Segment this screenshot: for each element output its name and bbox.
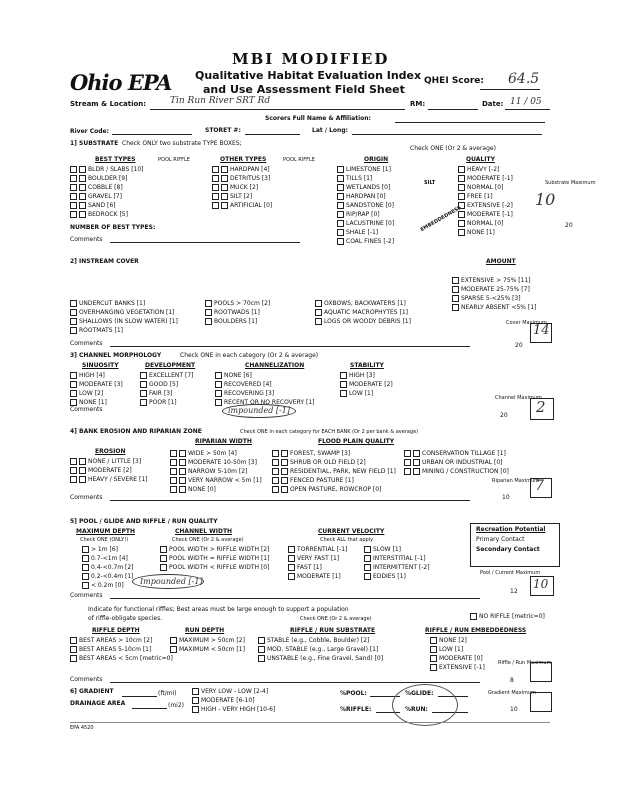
cover-item[interactable]: UNDERCUT BANKS [1] [70, 300, 178, 309]
flood-item[interactable]: SHRUB OR OLD FIELD [2] [272, 459, 396, 468]
lat-long-label: Lat / Long: [312, 127, 349, 134]
quality-item[interactable]: MODERATE [-1] [458, 175, 513, 184]
velocity-item[interactable]: FAST [1] [288, 564, 347, 573]
stability-item[interactable]: LOW [1] [340, 390, 393, 399]
riffle-depth-item[interactable]: BEST AREAS > 10cm [2] [70, 637, 173, 646]
channel-width-header: CHANNEL WIDTH [175, 528, 233, 535]
other-type-item[interactable]: SILT [2] [212, 193, 272, 202]
gradient-heading: 6] GRADIENT [70, 688, 114, 695]
max-depth-note: Check ONE (ONLY!) [80, 537, 129, 543]
flood-item[interactable]: URBAN OR INDUSTRIAL [0] [404, 459, 509, 468]
form-code: EPA 4520 [70, 725, 94, 731]
velocity-item[interactable]: SLOW [1] [364, 546, 430, 555]
width-item[interactable]: NONE [0] [170, 486, 262, 495]
channel-instruction: Check ONE in each category (Or 2 & average) [180, 352, 319, 359]
riffle-depth-list [70, 637, 173, 664]
quality-item[interactable]: NONE [1] [458, 229, 513, 238]
channelization-item[interactable]: NONE [6] [215, 372, 314, 381]
current-velocity-header: CURRENT VELOCITY [318, 528, 385, 535]
erosion-header: EROSION [95, 448, 126, 455]
substrate-score[interactable]: 10 [535, 190, 556, 209]
cover-item[interactable]: BOULDERS [1] [205, 318, 270, 327]
run-depth-item[interactable]: MAXIMUM < 50cm [1] [170, 646, 245, 655]
substrate-max: 20 [565, 222, 573, 229]
channel-max: 20 [500, 412, 508, 419]
width-item[interactable]: WIDE > 50m [4] [170, 450, 262, 459]
riffle-comments: Comments [70, 676, 103, 683]
best-type-item[interactable]: SAND [6] [70, 202, 144, 211]
riffle-instruction-2: of riffle-obligate species. [88, 615, 163, 622]
form-title: MBI MODIFIED [232, 50, 390, 68]
development-item[interactable]: POOR [1] [140, 399, 193, 408]
storet-label: STORET #: [205, 127, 241, 134]
origin-item[interactable]: HARDPAN [0] [337, 193, 394, 202]
other-types-header: OTHER TYPES [220, 156, 267, 163]
sinuosity-item[interactable]: LOW [2] [70, 390, 123, 399]
velocity-list-1 [288, 546, 347, 582]
riffle-check-note: Check ONE (Or 2 & average) [300, 616, 372, 622]
riffle-depth-item[interactable]: BEST AREAS < 5cm [metric=0] [70, 655, 173, 664]
width-item[interactable]: NARROW 5-10m [2] [170, 468, 262, 477]
development-list [140, 372, 193, 408]
channel-width-item[interactable]: POOL WIDTH < RIFFLE WIDTH [0] [160, 564, 269, 573]
origin-header: ORIGIN [364, 156, 389, 163]
amount-item[interactable]: MODERATE 25-75% [7] [452, 286, 536, 295]
flood-item[interactable]: CONSERVATION TILLAGE [1] [404, 450, 509, 459]
riffle-depth-item[interactable]: BEST AREAS 5-10cm [1] [70, 646, 173, 655]
velocity-item[interactable]: INTERSTITIAL [-1] [364, 555, 430, 564]
substrate-comments: Comments [70, 236, 103, 243]
velocity-item[interactable]: INTERMITTENT [-2] [364, 564, 430, 573]
cover-comments: Comments [70, 340, 103, 347]
riffle-max: 8 [510, 677, 514, 684]
river-code-label: River Code: [70, 128, 109, 135]
origin-item[interactable]: TILLS [1] [337, 175, 394, 184]
other-type-item[interactable]: MUCK [2] [212, 184, 272, 193]
riffle-substrate-list [258, 637, 383, 664]
gradient-item[interactable]: HIGH - VERY HIGH [10-6] [192, 706, 275, 715]
velocity-list-2 [364, 546, 430, 582]
flood-list-2 [404, 450, 509, 477]
stream-location-field[interactable]: Tin Run River SRT Rd [170, 96, 271, 106]
pool-score-label: Pool / Current Maximum [480, 570, 541, 576]
run-depth-list [170, 637, 245, 655]
date-label: Date: [482, 100, 504, 108]
stability-list [340, 372, 393, 399]
riparian-width-header: RIPARIAN WIDTH [195, 438, 252, 445]
sinuosity-item[interactable]: NONE [1] [70, 399, 123, 408]
cover-item[interactable]: OXBOWS, BACKWATERS [1] [315, 300, 411, 309]
origin-item[interactable]: SHALE [-1] [337, 229, 394, 238]
sinuosity-item[interactable]: HIGH [4] [70, 372, 123, 381]
pool-max: 12 [510, 588, 518, 595]
amount-list [452, 277, 536, 313]
flood-plain-header: FLOOD PLAIN QUALITY [318, 438, 395, 445]
riparian-comments: Comments [70, 494, 103, 501]
channel-width-item[interactable]: POOL WIDTH > RIFFLE WIDTH [2] [160, 546, 269, 555]
velocity-item[interactable]: VERY FAST [1] [288, 555, 347, 564]
secondary-contact[interactable]: Secondary Contact [476, 546, 540, 553]
cover-score[interactable]: 14 [533, 323, 550, 338]
riffle-substrate-item[interactable]: UNSTABLE (e.g., Fine Gravel, Sand) [0] [258, 655, 383, 664]
flood-item[interactable]: MINING / CONSTRUCTION [0] [404, 468, 509, 477]
velocity-item[interactable]: MODERATE [1] [288, 573, 347, 582]
pool-comments: Comments [70, 592, 103, 599]
velocity-item[interactable]: EDDIES [1] [364, 573, 430, 582]
quality-item[interactable]: MODERATE [-1] [458, 211, 513, 220]
velocity-item[interactable]: TORRENTIAL [-1] [288, 546, 347, 555]
quality-item[interactable]: EXTENSIVE [-2] [458, 202, 513, 211]
subtitle-qhei: Qualitative Habitat Evaluation Index [195, 69, 422, 82]
substrate-check-one: Check ONE (Or 2 & average) [410, 145, 496, 152]
cover-item[interactable]: SHALLOWS (IN SLOW WATER) [1] [70, 318, 178, 327]
recreation-label: Recreation Potential [476, 526, 546, 533]
channelization-item[interactable]: RECOVERED [4] [215, 381, 314, 390]
embeddedness-label: EMBEDDEDNESS [419, 204, 463, 234]
channelization-list [215, 372, 314, 408]
flood-list [272, 450, 396, 495]
stability-item[interactable]: HIGH [3] [340, 372, 393, 381]
cover-item[interactable]: LOGS OR WOODY DEBRIS [1] [315, 318, 411, 327]
cover-list-2 [205, 300, 270, 327]
riffle-score-label: Riffle / Run Maximum [498, 660, 552, 666]
rm-label: RM: [410, 100, 426, 108]
riparian-score[interactable]: 7 [535, 478, 544, 494]
origin-item[interactable]: LACUSTRINE [0] [337, 220, 394, 229]
flood-item[interactable]: FENCED PASTURE [1] [272, 477, 396, 486]
depth-list [82, 546, 134, 591]
origin-item[interactable]: COAL FINES [-2] [337, 238, 394, 247]
drainage-area-label: DRAINAGE AREA [70, 700, 126, 707]
gradient-list [192, 688, 275, 715]
width-item[interactable]: MODERATE 10-50m [3] [170, 459, 262, 468]
other-type-item[interactable]: HARDPAN [4] [212, 166, 272, 175]
quality-item[interactable]: NORMAL [0] [458, 220, 513, 229]
riffle-pct-label: %RIFFLE: [340, 706, 372, 713]
pool-heading: 5] POOL / GLIDE AND RIFFLE / RUN QUALITY [70, 518, 218, 525]
impounded-note: impounded [-1] [228, 406, 290, 415]
number-best-types: NUMBER OF BEST TYPES: [70, 224, 156, 231]
origin-list [337, 166, 394, 247]
channelization-item[interactable]: RECENT OR NO RECOVERY [1] [215, 399, 314, 408]
quality-item[interactable]: HEAVY [-2] [458, 166, 513, 175]
sinuosity-item[interactable]: MODERATE [3] [70, 381, 123, 390]
origin-item[interactable]: WETLANDS [0] [337, 184, 394, 193]
gradient-unit: (ft/mi) [158, 690, 177, 697]
other-pool-riffle-header: POOL RIFFLE [283, 157, 315, 163]
width-list [170, 450, 262, 495]
riffle-embeddedness-item[interactable]: NONE [2] [430, 637, 485, 646]
best-types-header: BEST TYPES [95, 156, 136, 163]
channel-score-label: Channel Maximum [495, 395, 542, 401]
quality-item[interactable]: NORMAL [0] [458, 184, 513, 193]
width-item[interactable]: VERY NARROW < 5m [1] [170, 477, 262, 486]
max-depth-header: MAXIMUM DEPTH [76, 528, 135, 535]
origin-item[interactable]: SANDSTONE [0] [337, 202, 394, 211]
riffle-embeddedness-item[interactable]: MODERATE [0] [430, 655, 485, 664]
stability-header: STABILITY [350, 362, 384, 369]
channel-score[interactable]: 2 [536, 398, 546, 416]
amount-item[interactable]: NEARLY ABSENT <5% [1] [452, 304, 536, 313]
erosion-item[interactable]: MODERATE [2] [70, 467, 148, 476]
depth-item[interactable]: 0.4-<0.7m [2] [82, 564, 134, 573]
date-field[interactable]: 11 / 05 [510, 97, 542, 107]
development-item[interactable]: FAIR [3] [140, 390, 193, 399]
amount-item[interactable]: SPARSE 5-<25% [3] [452, 295, 536, 304]
riffle-substrate-header: RIFFLE / RUN SUBSTRATE [290, 627, 376, 634]
depth-item[interactable]: 0.2-<0.4m [1] [82, 573, 134, 582]
riffle-embeddedness-list [430, 637, 485, 673]
riffle-embeddedness-header: RIFFLE / RUN EMBEDDEDNESS [425, 627, 527, 634]
substrate-instruction: Check ONLY two substrate TYPE BOXES; [122, 140, 242, 147]
flood-item[interactable]: FOREST, SWAMP [3] [272, 450, 396, 459]
best-type-item[interactable]: BEDROCK [5] [70, 211, 144, 220]
substrate-heading: 1] SUBSTRATE [70, 140, 119, 147]
gradient-max: 10 [510, 706, 518, 713]
channel-comments: Comments [70, 406, 103, 413]
riffle-instruction-1: Indicate for functional riffles; Best areas must be large enough to support a population [88, 606, 349, 613]
riffle-embeddedness-item[interactable]: LOW [1] [430, 646, 485, 655]
qhei-score-value[interactable]: 64.5 [508, 71, 540, 87]
cover-score-label: Cover Maximum [506, 320, 547, 326]
channel-width-item[interactable]: POOL WIDTH = RIFFLE WIDTH [1] [160, 555, 269, 564]
best-type-item[interactable]: GRAVEL [7] [70, 193, 144, 202]
gradient-item[interactable]: VERY LOW - LOW [2-4] [192, 688, 275, 697]
run-pct-label: %RUN: [405, 706, 428, 713]
cover-item[interactable]: POOLS > 70cm [2] [205, 300, 270, 309]
channelization-item[interactable]: RECOVERING [3] [215, 390, 314, 399]
erosion-item[interactable]: HEAVY / SEVERE [1] [70, 476, 148, 485]
sinuosity-header: SINUOSITY [82, 362, 119, 369]
depth-item[interactable]: < 0.2m [0] [82, 582, 134, 591]
riparian-max: 10 [502, 494, 510, 501]
flood-item[interactable]: RESIDENTIAL, PARK, NEW FIELD [1] [272, 468, 396, 477]
substrate-score-label: Substrate Maximum [545, 180, 596, 186]
subtitle-field-sheet: and Use Assessment Field Sheet [203, 83, 405, 96]
sinuosity-list [70, 372, 123, 408]
riparian-heading: 4] BANK EROSION AND RIPARIAN ZONE [70, 428, 202, 435]
best-type-item[interactable]: COBBLE [8] [70, 184, 144, 193]
best-types-list [70, 166, 144, 220]
riparian-score-label: Riparian Maximum [492, 478, 540, 484]
channel-heading: 3] CHANNEL MORPHOLOGY [70, 352, 162, 359]
depth-item[interactable]: 0.7-<1m [4] [82, 555, 134, 564]
riffle-depth-header: RIFFLE DEPTH [92, 627, 140, 634]
development-item[interactable]: GOOD [5] [140, 381, 193, 390]
origin-item[interactable]: RIP/RAP [0] [337, 211, 394, 220]
pool-score[interactable]: 10 [533, 577, 549, 591]
riffle-substrate-item[interactable]: MOD. STABLE (e.g., Large Gravel) [1] [258, 646, 383, 655]
agency-logo: Ohio EPA [70, 70, 172, 95]
development-item[interactable]: EXCELLENT [7] [140, 372, 193, 381]
quality-list [458, 166, 513, 238]
riffle-substrate-item[interactable]: STABLE (e.g., Cobble, Boulder) [2] [258, 637, 383, 646]
best-pool-riffle-header: POOL RIFFLE [158, 157, 190, 163]
cover-max: 20 [515, 342, 523, 349]
cover-item[interactable]: ROOTMATS [1] [70, 327, 178, 336]
cover-list-1 [70, 300, 178, 336]
best-type-item[interactable]: BLDR / SLABS [10] [70, 166, 144, 175]
amount-header: AMOUNT [486, 258, 516, 265]
channel-width-list [160, 546, 269, 573]
riffle-embeddedness-item[interactable]: EXTENSIVE [-1] [430, 664, 485, 673]
amount-item[interactable]: EXTENSIVE > 75% [11] [452, 277, 536, 286]
stream-location-label: Stream & Location: [70, 100, 147, 108]
qhei-score-label: QHEI Score: [424, 76, 484, 86]
other-types-list [212, 166, 272, 211]
cover-heading: 2] INSTREAM COVER [70, 258, 139, 265]
depth-item[interactable]: > 1m [6] [82, 546, 134, 555]
glide-pct-label: %GLIDE: [405, 690, 434, 697]
run-depth-header: RUN DEPTH [185, 627, 225, 634]
drainage-unit: (mi2) [168, 702, 185, 709]
gradient-item[interactable]: MODERATE [6-10] [192, 697, 275, 706]
channel-width-note: Check ONE (Or 2 & average) [172, 537, 244, 543]
erosion-list [70, 458, 148, 485]
development-header: DEVELOPMENT [145, 362, 196, 369]
pool-impounded-note: Impounded [-1] [140, 577, 203, 586]
best-type-item[interactable]: BOULDER [9] [70, 175, 144, 184]
riparian-instruction: Check ONE in each category for EACH BANK (Or 2 per bank & average) [240, 429, 419, 435]
cover-item[interactable]: AQUATIC MACROPHYTES [1] [315, 309, 411, 318]
other-type-item[interactable]: ARTIFICIAL [0] [212, 202, 272, 211]
gradient-score-label: Gradient Maximum [488, 690, 536, 696]
flood-item[interactable]: OPEN PASTURE, ROWCROP [0] [272, 486, 396, 495]
cover-item[interactable]: OVERHANGING VEGETATION [1] [70, 309, 178, 318]
no-riffle-option[interactable]: NO RIFFLE [metric=0] [470, 613, 545, 620]
primary-contact[interactable]: Primary Contact [476, 536, 525, 543]
origin-item[interactable]: LIMESTONE [1] [337, 166, 394, 175]
cover-item[interactable]: ROOTWADS [1] [205, 309, 270, 318]
silt-label: SILT [424, 180, 436, 186]
cover-list-3 [315, 300, 411, 327]
quality-item[interactable]: FREE [1] [458, 193, 513, 202]
other-type-item[interactable]: DETRITUS [3] [212, 175, 272, 184]
scorers-label: Scorers Full Name & Affiliation: [265, 115, 371, 122]
stability-item[interactable]: MODERATE [2] [340, 381, 393, 390]
quality-header: QUALITY [466, 156, 495, 163]
channelization-header: CHANNELIZATION [245, 362, 305, 369]
pool-pct-label: %POOL: [340, 690, 367, 697]
erosion-item[interactable]: NONE / LITTLE [3] [70, 458, 148, 467]
run-depth-item[interactable]: MAXIMUM > 50cm [2] [170, 637, 245, 646]
velocity-note: Check ALL that apply [320, 537, 374, 543]
